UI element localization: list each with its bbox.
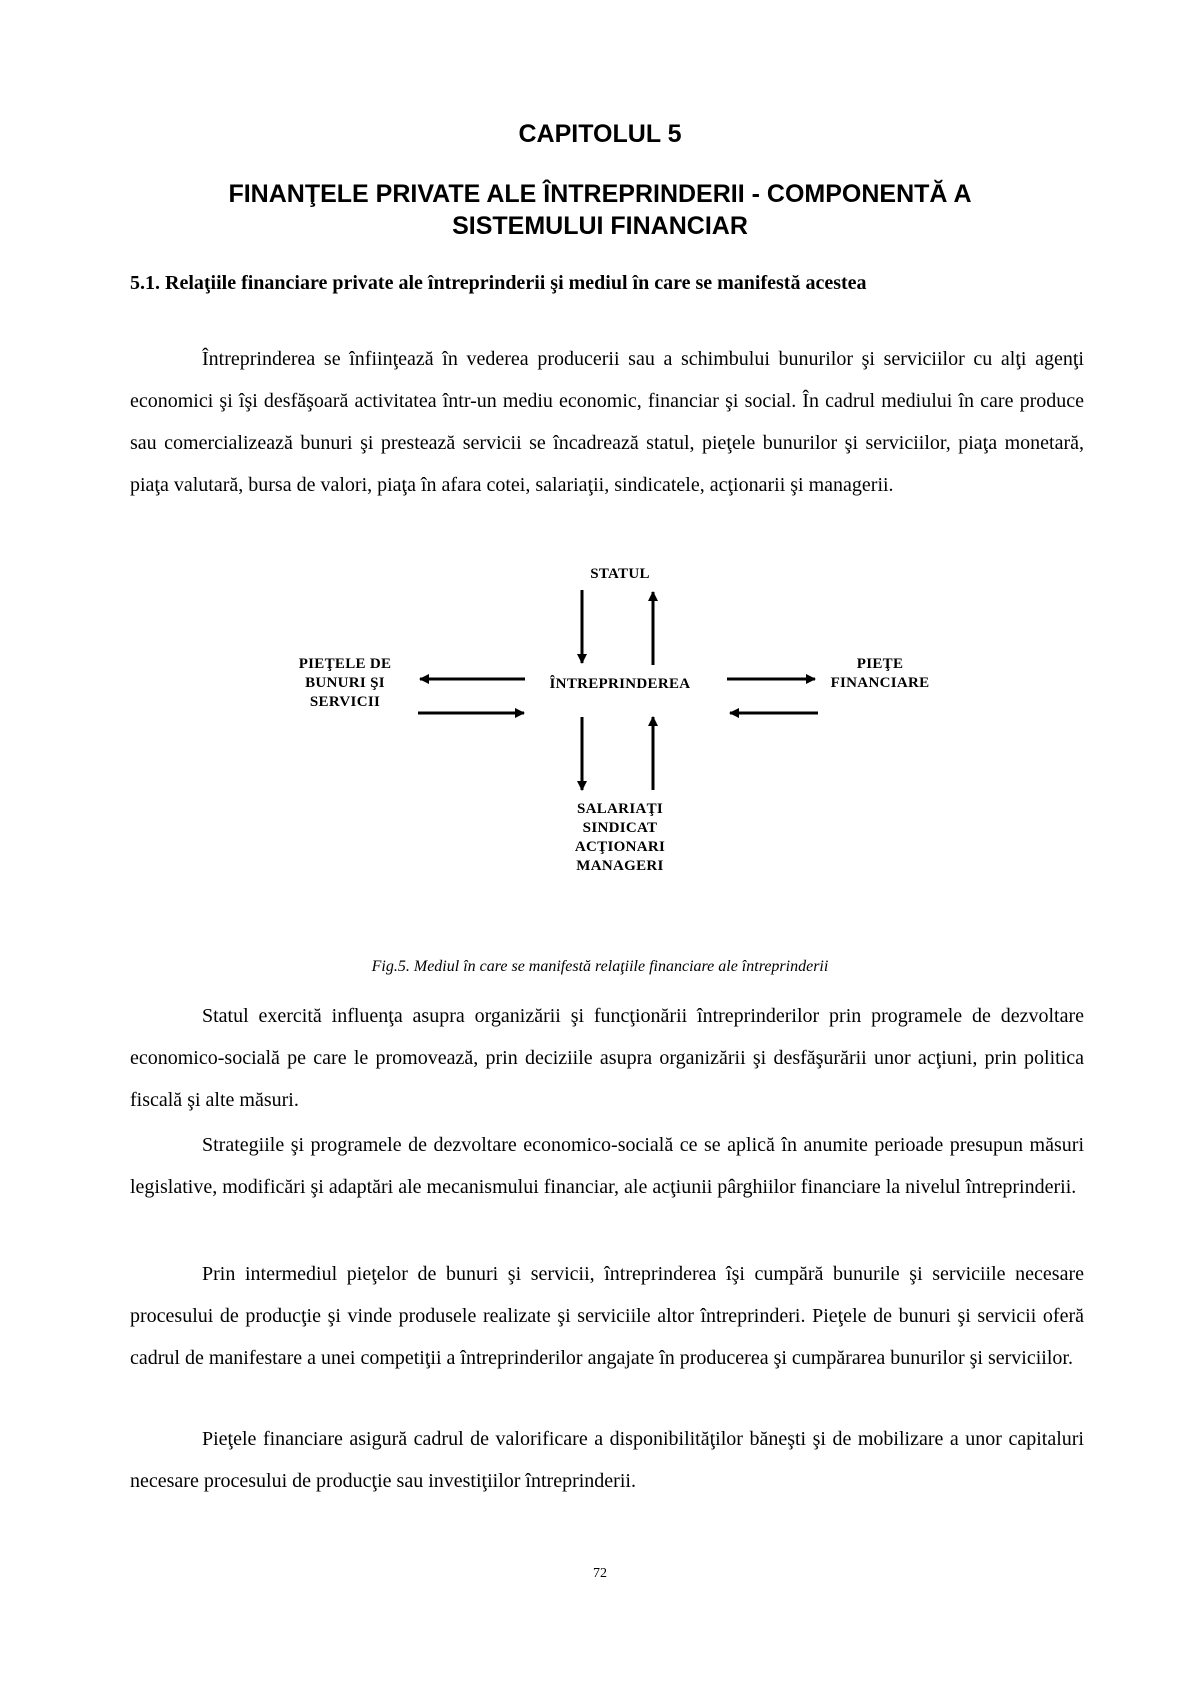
node-stakeholders-line-4: MANAGERI [576,858,664,874]
chapter-title-line-1: FINANŢELE PRIVATE ALE ÎNTREPRINDERII - COMPONENTĂ A [228,180,972,208]
node-financial-markets [815,655,945,693]
figure-caption: Fig.5. Mediul în care se manifestă relaţiile financiare ale întreprinderii [371,958,829,975]
enterprise-environment-diagram [0,555,1200,895]
page-number: 72 [593,1566,607,1581]
node-goods-services-markets [275,655,415,712]
node-goods-label-line-1: PIEŢELE DE [298,656,392,672]
node-employees-stakeholders [560,800,680,876]
chapter-heading: CAPITOLUL 5 [518,120,682,148]
node-financial-label-line-1: PIEŢE [856,656,904,672]
chapter-title [130,178,1070,242]
node-stakeholders-line-1: SALARIAŢI [576,801,664,817]
node-stakeholders-line-3: ACŢIONARI [574,839,666,855]
paragraph-strategies: Strategiile şi programele de dezvoltare economico-socială ce se aplică în anumite perioade presupun măsuri legislative, modificări şi adaptări ale mecanismului financiar, ale acţiunii pârghiilor financiare la nivelul întreprinderii. [130,1134,1084,1198]
node-state: STATUL [590,566,650,582]
node-goods-label-line-3: SERVICII [309,694,381,710]
paragraph-state-influence: Statul exercită influenţa asupra organizării şi funcţionării întreprinderilor prin programele de dezvoltare economico-socială pe care le promovează, prin deciziile asupra organizării şi desfăşurării unor acţiuni, prin politica fiscală şi alte măsuri. [130,1005,1084,1111]
section-heading: 5.1. Relaţiile financiare private ale întreprinderii şi mediul în care se manifestă acestea [130,272,867,294]
node-enterprise: ÎNTREPRINDEREA [549,676,691,692]
paragraph-goods-markets: Prin intermediul pieţelor de bunuri şi servicii, întreprinderea îşi cumpără bunurile şi serviciile necesare procesului de producţie şi vinde produsele realizate şi serviciile altor întreprinderi. Pieţele de bunuri şi servicii oferă cadrul de manifestare a unei competiţii a întreprinderilor angajate în producerea şi cumpărarea bunurilor şi serviciilor. [130,1263,1084,1369]
node-stakeholders-line-2: SINDICAT [582,820,658,836]
node-goods-label-line-2: BUNURI ŞI [305,675,385,691]
chapter-title-line-2: SISTEMULUI FINANCIAR [452,212,748,240]
node-financial-label-line-2: FINANCIARE [830,675,930,691]
paragraph-financial-markets: Pieţele financiare asigură cadrul de valorificare a disponibilităţilor băneşti şi de mobilizare a unor capitaluri necesare procesului de producţie sau investiţiilor întreprinderii. [130,1428,1084,1492]
paragraph-enterprise-environment: Întreprinderea se înfiinţează în vederea producerii sau a schimbului bunurilor şi serviciilor cu alţi agenţi economici şi îşi desfăşoară activitatea într-un mediu economic, financiar şi social. În cadrul mediului în care produce sau comercializează bunuri şi prestează servicii se încadrează statul, pieţele bunurilor şi serviciilor, piaţa monetară, piaţa valutară, bursa de valori, piaţa în afara cotei, salariaţii, sindicatele, acţionarii şi managerii. [130,348,1084,496]
